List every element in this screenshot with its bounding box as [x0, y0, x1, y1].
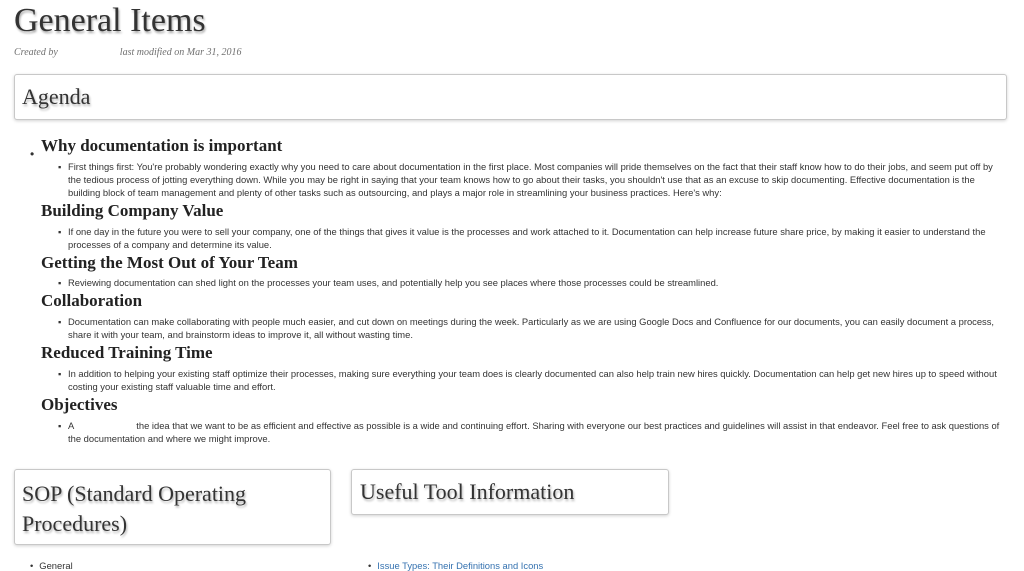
tools-heading: Useful Tool Information	[360, 479, 575, 504]
section-heading-objectives: Objectives	[41, 395, 118, 414]
list-item-text: Documentation can make collaborating with people much easier, and cut down on meetings during the week. Particularly as we are using Google Docs and Confluence for our documents, you can easily document a process, share it with your team, and brainstorm ideas to improve it, all without wasting time.	[68, 316, 995, 340]
list-item	[58, 419, 1008, 445]
bullet-icon: •	[368, 560, 372, 571]
bullet-icon: ▪	[58, 161, 62, 172]
list-item	[58, 367, 1008, 393]
created-by-label: Created by	[14, 47, 58, 58]
bullet-icon: •	[30, 147, 35, 161]
sop-list-item-general[interactable]	[30, 560, 73, 571]
section-heading-why-documentation: Why documentation is important	[41, 136, 283, 155]
bullet-icon: •	[30, 560, 34, 571]
list-item-text: In addition to helping your existing staff optimize their processes, making sure everything your team does is clearly documented can also help train new hires quickly. Documentation can help get new hires up to speed without costing your existing staff valuable time and effort.	[68, 368, 997, 392]
bullet-icon: ▪	[58, 316, 62, 327]
section-heading-collaboration: Collaboration	[41, 291, 143, 310]
page-title: General Items	[14, 2, 206, 39]
section-heading-reduced-training: Reduced Training Time	[41, 343, 213, 362]
agenda-heading: Agenda	[22, 84, 91, 109]
section-heading-building-company-value: Building Company Value	[41, 201, 224, 220]
list-item-text: the idea that we want to be as efficient and effective as possible is a wide and continuing effort. Sharing with everyone our best practices and guidelines will assist in that endeavor. Feel free to ask questions of the documentation and where we might improve.	[68, 420, 1000, 444]
bullet-icon: ▪	[58, 226, 62, 237]
sop-heading: SOP (Standard Operating Procedures)	[22, 481, 247, 536]
page-metadata	[14, 47, 241, 58]
last-modified-label: last modified on Mar 31, 2016	[119, 47, 242, 58]
section-heading-most-out-of-team: Getting the Most Out of Your Team	[41, 253, 298, 272]
list-item-text: Reviewing documentation can shed light on the processes your team uses, and potentially help you see places where those processes could be streamlined.	[68, 277, 719, 288]
issue-types-link[interactable]: Issue Types: Their Definitions and Icons	[377, 560, 544, 571]
sop-panel	[14, 469, 331, 545]
list-item	[58, 315, 1008, 341]
bullet-icon: ▪	[58, 420, 62, 431]
list-item	[58, 225, 1008, 251]
list-item-text-prefix: A	[68, 420, 75, 431]
tools-list-item-issue-types[interactable]	[368, 560, 543, 571]
bullet-icon: ▪	[58, 277, 62, 288]
bullet-icon: ▪	[58, 368, 62, 379]
list-item	[58, 276, 1008, 289]
list-item	[58, 160, 1008, 199]
list-item-text: First things first: You're probably wondering exactly why you need to care about documentation in the first place. Most companies will pride themselves on the fact that their staff know how to do their jobs, and seem put off by the tedious process of jotting everything down. While you may be right in saying that your team knows how to go about their tasks, you shouldn't use that as an excuse to skip documenting. Effective documentation is the building block of team management and plenty of other tasks such as outsourcing, and plays a major role in streamlining your business practices. Here's why:	[68, 161, 993, 198]
list-item-label: General	[39, 560, 73, 571]
agenda-panel	[14, 74, 1007, 120]
list-item-text: If one day in the future you were to sell your company, one of the things that gives it value is the processes and work attached to it. Documentation can help increase future share price, by making it easier to understand the processes of a company and determine its value.	[68, 226, 986, 250]
tools-panel	[351, 469, 669, 515]
